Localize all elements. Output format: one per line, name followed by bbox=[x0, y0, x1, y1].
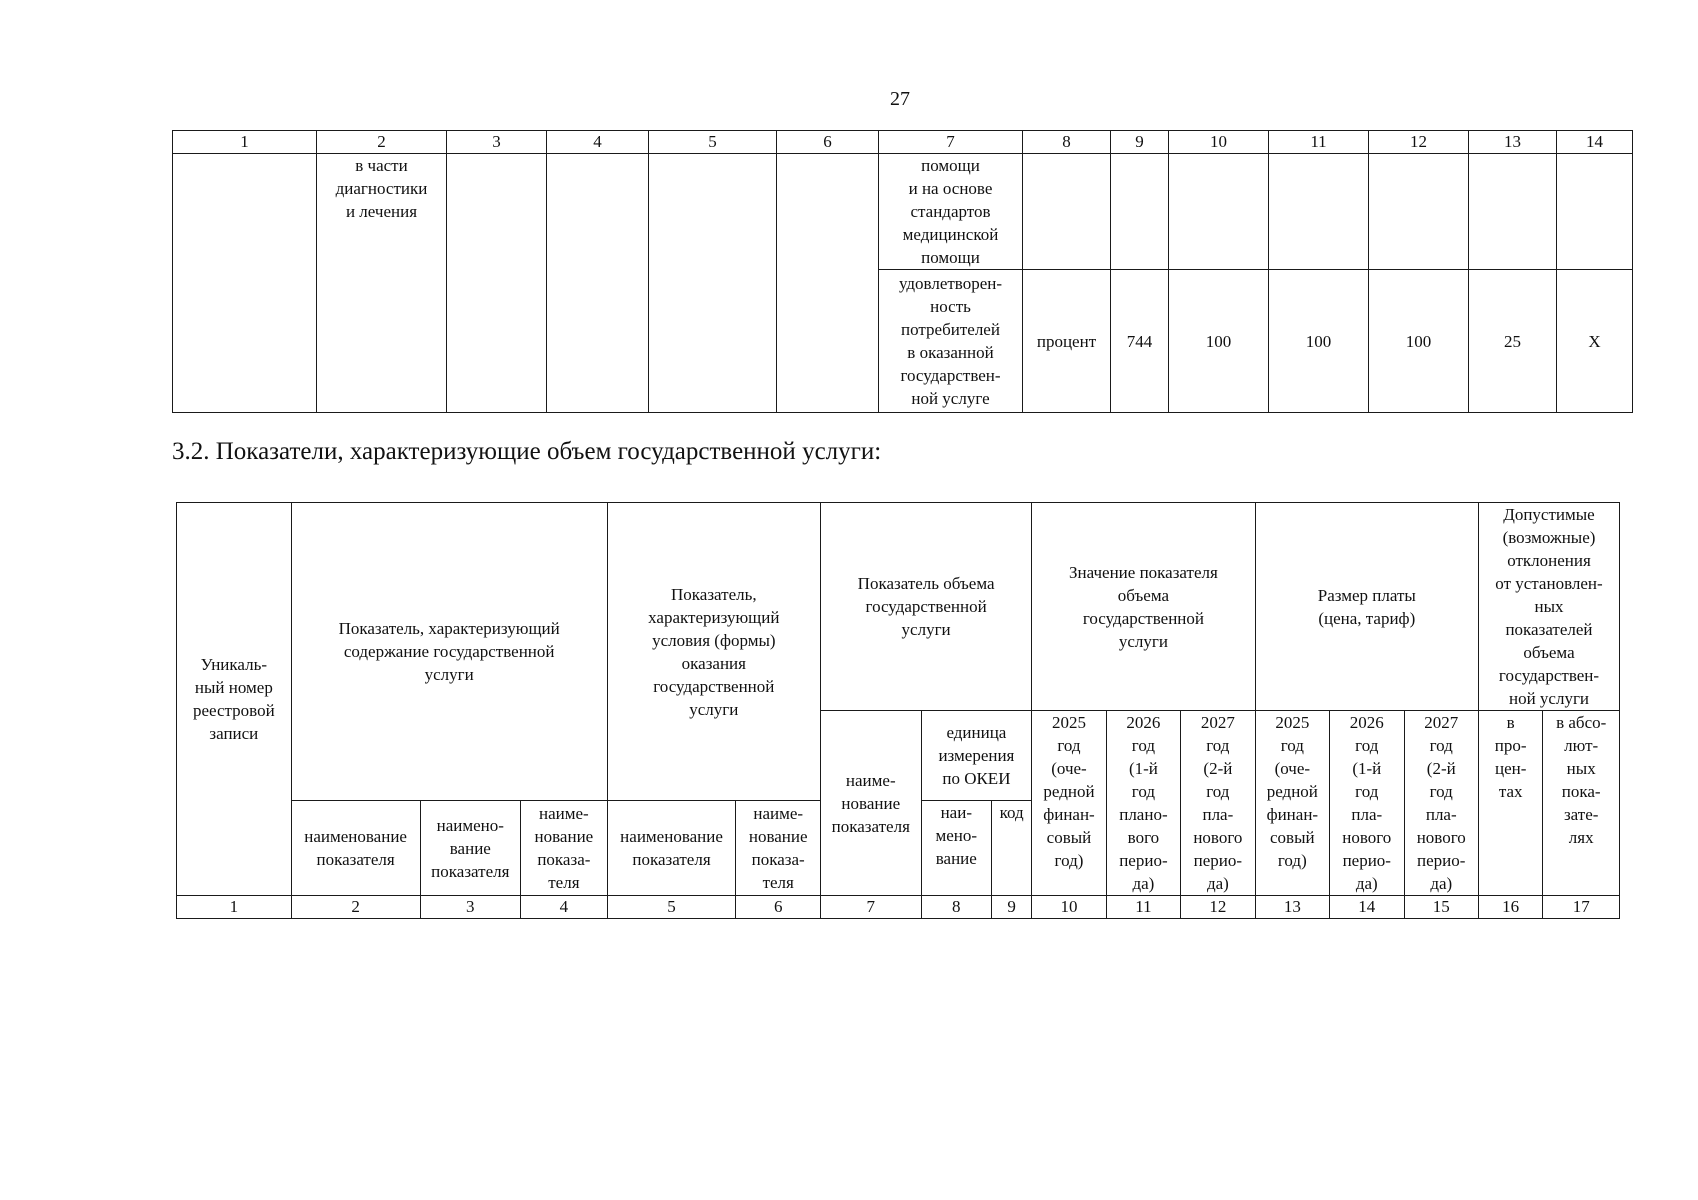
column-number: 11 bbox=[1106, 896, 1180, 919]
column-number: 11 bbox=[1269, 131, 1369, 154]
cell-line: помощи bbox=[921, 156, 980, 175]
column-number: 5 bbox=[607, 896, 736, 919]
cell-line: теля bbox=[762, 873, 794, 893]
fee-2026-header bbox=[1330, 711, 1404, 896]
empty-cell bbox=[649, 154, 777, 413]
cell-line: объема bbox=[1117, 585, 1170, 605]
cell-line: 2027 bbox=[1424, 713, 1459, 732]
cell-line: удовлетворен- bbox=[898, 274, 1003, 293]
cell-line: наименование bbox=[620, 827, 723, 847]
cell-line: государственной bbox=[1082, 608, 1204, 628]
empty-cell bbox=[447, 154, 547, 413]
cell-line: 2026 bbox=[1349, 713, 1384, 732]
deviation-percent-cell: 25 bbox=[1469, 270, 1557, 413]
cell-line: единица bbox=[946, 723, 1007, 743]
cell-line: объема bbox=[1523, 643, 1575, 662]
deviation-percent-header bbox=[1478, 711, 1542, 896]
cell-line: диагностики bbox=[335, 179, 428, 198]
empty-cell bbox=[777, 154, 879, 413]
cell-line: перио- bbox=[1119, 851, 1168, 870]
cell-line: и на основе bbox=[908, 179, 993, 198]
cell-line: отклонения bbox=[1507, 551, 1591, 570]
cell-line: теля bbox=[548, 873, 580, 893]
cell-line: зате- bbox=[1563, 805, 1599, 824]
column-number: 2 bbox=[317, 131, 447, 154]
value-2026-cell: 100 bbox=[1269, 270, 1369, 413]
column-number: 10 bbox=[1169, 131, 1269, 154]
column-number: 13 bbox=[1255, 896, 1329, 919]
column-number: 1 bbox=[173, 131, 317, 154]
section-heading: 3.2. Показатели, характеризующие объем государственной услуги: bbox=[172, 438, 882, 465]
cell-line: год bbox=[1280, 736, 1304, 755]
cell-line: медицинской bbox=[902, 225, 999, 244]
empty-cell bbox=[1269, 154, 1369, 270]
cell-line: нование bbox=[534, 827, 594, 847]
column-number: 13 bbox=[1469, 131, 1557, 154]
cell-line: год bbox=[1131, 736, 1156, 755]
cell-line: совый bbox=[1046, 828, 1092, 847]
value-2025-cell: 100 bbox=[1169, 270, 1269, 413]
column-number: 12 bbox=[1369, 131, 1469, 154]
cell-line: год bbox=[1429, 736, 1453, 755]
cell-line: лют- bbox=[1564, 736, 1599, 755]
fee-header bbox=[1255, 503, 1478, 711]
cell-line: пла- bbox=[1425, 805, 1457, 824]
cell-line: перио- bbox=[1342, 851, 1391, 870]
cell-line: нование bbox=[748, 827, 808, 847]
cell-line: 2025 bbox=[1275, 713, 1310, 732]
unit-cell: процент bbox=[1023, 270, 1111, 413]
cell-line: ной услуге bbox=[911, 389, 990, 408]
registry-number-header bbox=[177, 503, 292, 896]
cell-line: финан- bbox=[1266, 805, 1319, 824]
empty-cell bbox=[1169, 154, 1269, 270]
column-number: 6 bbox=[736, 896, 821, 919]
cell-line: нового bbox=[1193, 828, 1243, 847]
cell-line: наименование bbox=[304, 827, 407, 847]
content-indicator-cell bbox=[317, 154, 447, 413]
cell-line: да) bbox=[1355, 874, 1378, 893]
column-number: 4 bbox=[547, 131, 649, 154]
cell-line: наи- bbox=[940, 803, 972, 823]
value-2027-cell: 100 bbox=[1369, 270, 1469, 413]
cell-line: государственной bbox=[653, 676, 775, 696]
quality-indicators-table-continuation bbox=[172, 130, 1633, 413]
cell-line: пока- bbox=[1561, 782, 1601, 801]
empty-cell bbox=[1369, 154, 1469, 270]
column-number-row bbox=[177, 896, 1620, 919]
cell-line: нование bbox=[841, 793, 901, 813]
column-number: 9 bbox=[992, 896, 1032, 919]
cell-line: тах bbox=[1498, 782, 1523, 801]
quality-indicator-name-cell bbox=[879, 270, 1023, 413]
cell-line: наиме- bbox=[539, 804, 589, 824]
conditions-indicator-name-header bbox=[607, 801, 736, 896]
okei-code-header: код bbox=[992, 801, 1032, 896]
content-indicator-name-header bbox=[291, 801, 420, 896]
empty-cell bbox=[1023, 154, 1111, 270]
okei-unit-header bbox=[921, 711, 1032, 801]
cell-line: год) bbox=[1054, 851, 1084, 870]
cell-line: показателя bbox=[632, 850, 711, 870]
cell-line: в части bbox=[355, 156, 408, 175]
cell-line: показателя bbox=[831, 816, 910, 836]
registry-number-cell bbox=[173, 154, 317, 413]
cell-line: ных bbox=[1534, 597, 1564, 616]
empty-cell bbox=[1557, 154, 1633, 270]
cell-line: измерения bbox=[938, 746, 1015, 766]
cell-line: наимено- bbox=[436, 815, 504, 835]
cell-line: показателя bbox=[431, 861, 510, 881]
column-number: 8 bbox=[921, 896, 991, 919]
deviation-abs-cell: X bbox=[1557, 270, 1633, 413]
cell-line: 2025 bbox=[1051, 713, 1086, 732]
empty-cell bbox=[547, 154, 649, 413]
cell-line: 2026 bbox=[1126, 713, 1161, 732]
cell-line: плано- bbox=[1119, 805, 1168, 824]
cell-line: про- bbox=[1494, 736, 1527, 755]
cell-line: год bbox=[1131, 782, 1156, 801]
cell-line: показателей bbox=[1505, 620, 1593, 639]
column-number-row bbox=[173, 131, 1633, 154]
cell-line: государствен- bbox=[1498, 666, 1600, 685]
column-number: 14 bbox=[1557, 131, 1633, 154]
cell-line: нового bbox=[1416, 828, 1466, 847]
cell-line: 2027 bbox=[1200, 713, 1235, 732]
header-row bbox=[177, 503, 1620, 711]
cell-line: показа- bbox=[751, 850, 805, 870]
cell-line: Уникаль- bbox=[200, 655, 268, 674]
okei-code-cell: 744 bbox=[1111, 270, 1169, 413]
cell-line: перио- bbox=[1193, 851, 1243, 870]
cell-line: содержание государственной bbox=[343, 642, 555, 662]
cell-line: (1-й bbox=[1352, 759, 1382, 778]
column-number: 10 bbox=[1032, 896, 1106, 919]
quality-indicator-name-cell bbox=[879, 154, 1023, 270]
column-number: 2 bbox=[291, 896, 420, 919]
cell-line: записи bbox=[209, 724, 259, 743]
column-number: 17 bbox=[1543, 896, 1620, 919]
cell-line: ный номер bbox=[194, 678, 273, 697]
cell-line: год bbox=[1057, 736, 1081, 755]
column-number: 9 bbox=[1111, 131, 1169, 154]
cell-line: Значение показателя bbox=[1069, 562, 1218, 582]
cell-line: год bbox=[1355, 782, 1379, 801]
column-number: 3 bbox=[447, 131, 547, 154]
cell-line: (возможные) bbox=[1502, 528, 1596, 547]
cell-line: (2-й bbox=[1203, 759, 1233, 778]
cell-line: вание bbox=[449, 838, 491, 858]
cell-line: государственной bbox=[865, 597, 987, 616]
cell-line: ной услуги bbox=[1508, 689, 1590, 708]
cell-line: год bbox=[1429, 782, 1453, 801]
column-number: 15 bbox=[1404, 896, 1478, 919]
deviation-abs-header bbox=[1543, 711, 1620, 896]
column-number: 14 bbox=[1330, 896, 1404, 919]
column-number: 7 bbox=[820, 896, 921, 919]
cell-line: (1-й bbox=[1128, 759, 1158, 778]
cell-line: год bbox=[1355, 736, 1379, 755]
cell-line: (оче- bbox=[1051, 759, 1087, 778]
cell-line: пла- bbox=[1351, 805, 1383, 824]
cell-line: пла- bbox=[1202, 805, 1234, 824]
cell-line: да) bbox=[1430, 874, 1453, 893]
cell-line: редной bbox=[1266, 782, 1318, 801]
cell-line: совый bbox=[1270, 828, 1315, 847]
fee-2025-header bbox=[1255, 711, 1329, 896]
cell-line: перио- bbox=[1417, 851, 1466, 870]
cell-line: государствен- bbox=[900, 366, 1001, 385]
cell-line: Показатель, характеризующий bbox=[338, 619, 560, 639]
cell-line: помощи bbox=[921, 248, 980, 267]
cell-line: год) bbox=[1277, 851, 1307, 870]
cell-line: лях bbox=[1568, 828, 1594, 847]
volume-value-header bbox=[1032, 503, 1255, 711]
value-2025-header bbox=[1032, 711, 1106, 896]
conditions-indicator-header bbox=[607, 503, 820, 801]
value-2027-header bbox=[1181, 711, 1255, 896]
cell-line: год bbox=[1206, 736, 1230, 755]
cell-line: да) bbox=[1132, 874, 1155, 893]
cell-line: и лечения bbox=[345, 202, 418, 221]
volume-indicators-table bbox=[176, 502, 1620, 919]
cell-line: в оказанной bbox=[907, 343, 994, 362]
empty-cell bbox=[1469, 154, 1557, 270]
column-number: 8 bbox=[1023, 131, 1111, 154]
column-number: 3 bbox=[420, 896, 521, 919]
cell-line: от установлен- bbox=[1495, 574, 1603, 593]
conditions-indicator-name-header bbox=[736, 801, 821, 896]
column-number: 16 bbox=[1478, 896, 1542, 919]
cell-line: услуги bbox=[424, 665, 474, 685]
content-indicator-name-header bbox=[521, 801, 608, 896]
cell-line: по ОКЕИ bbox=[942, 769, 1011, 789]
allowed-deviation-header bbox=[1478, 503, 1619, 711]
cell-line: (цена, тариф) bbox=[1318, 608, 1416, 628]
cell-line: стандартов bbox=[910, 202, 991, 221]
volume-indicator-header bbox=[820, 503, 1031, 711]
fee-2027-header bbox=[1404, 711, 1478, 896]
cell-line: ность bbox=[930, 297, 971, 316]
cell-line: услуги bbox=[689, 699, 739, 719]
cell-line: вого bbox=[1127, 828, 1160, 847]
indicator-name-header bbox=[820, 711, 921, 896]
cell-line: реестровой bbox=[192, 701, 275, 720]
cell-line: нового bbox=[1342, 828, 1392, 847]
column-number: 7 bbox=[879, 131, 1023, 154]
cell-line: услуги bbox=[1118, 631, 1168, 651]
cell-line: да) bbox=[1206, 874, 1229, 893]
value-2026-header bbox=[1106, 711, 1180, 896]
cell-line: вание bbox=[935, 849, 977, 869]
cell-line: показа- bbox=[537, 850, 591, 870]
cell-line: в абсо- bbox=[1556, 713, 1607, 732]
okei-name-header bbox=[921, 801, 991, 896]
cell-line: услуги bbox=[901, 620, 951, 639]
column-number: 5 bbox=[649, 131, 777, 154]
cell-line: Размер платы bbox=[1317, 585, 1416, 605]
cell-line: наиме- bbox=[845, 770, 896, 790]
cell-line: наиме- bbox=[753, 804, 804, 824]
cell-line: Показатель объема bbox=[857, 574, 995, 593]
cell-line: редной bbox=[1043, 782, 1095, 801]
page-number: 27 bbox=[890, 88, 910, 110]
cell-line: условия (формы) bbox=[652, 630, 776, 650]
cell-line: потребителей bbox=[901, 320, 1000, 339]
cell-line: цен- bbox=[1494, 759, 1527, 778]
cell-line: показателя bbox=[316, 850, 395, 870]
cell-line: мено- bbox=[935, 826, 978, 846]
column-number: 6 bbox=[777, 131, 879, 154]
column-number: 1 bbox=[177, 896, 292, 919]
cell-line: (2-й bbox=[1426, 759, 1456, 778]
cell-line: оказания bbox=[681, 653, 746, 673]
cell-line: Показатель, bbox=[671, 584, 757, 604]
cell-line: финан- bbox=[1043, 805, 1095, 824]
cell-line: характеризующий bbox=[648, 607, 780, 627]
content-indicator-header bbox=[291, 503, 607, 801]
column-number: 4 bbox=[521, 896, 608, 919]
cell-line: ных bbox=[1566, 759, 1596, 778]
cell-line: в bbox=[1506, 713, 1515, 732]
cell-line: Допустимые bbox=[1503, 505, 1595, 524]
cell-line: (оче- bbox=[1274, 759, 1311, 778]
content-indicator-name-header bbox=[420, 801, 521, 896]
table-row bbox=[173, 154, 1633, 270]
cell-line: год bbox=[1206, 782, 1230, 801]
column-number: 12 bbox=[1181, 896, 1255, 919]
empty-cell bbox=[1111, 154, 1169, 270]
